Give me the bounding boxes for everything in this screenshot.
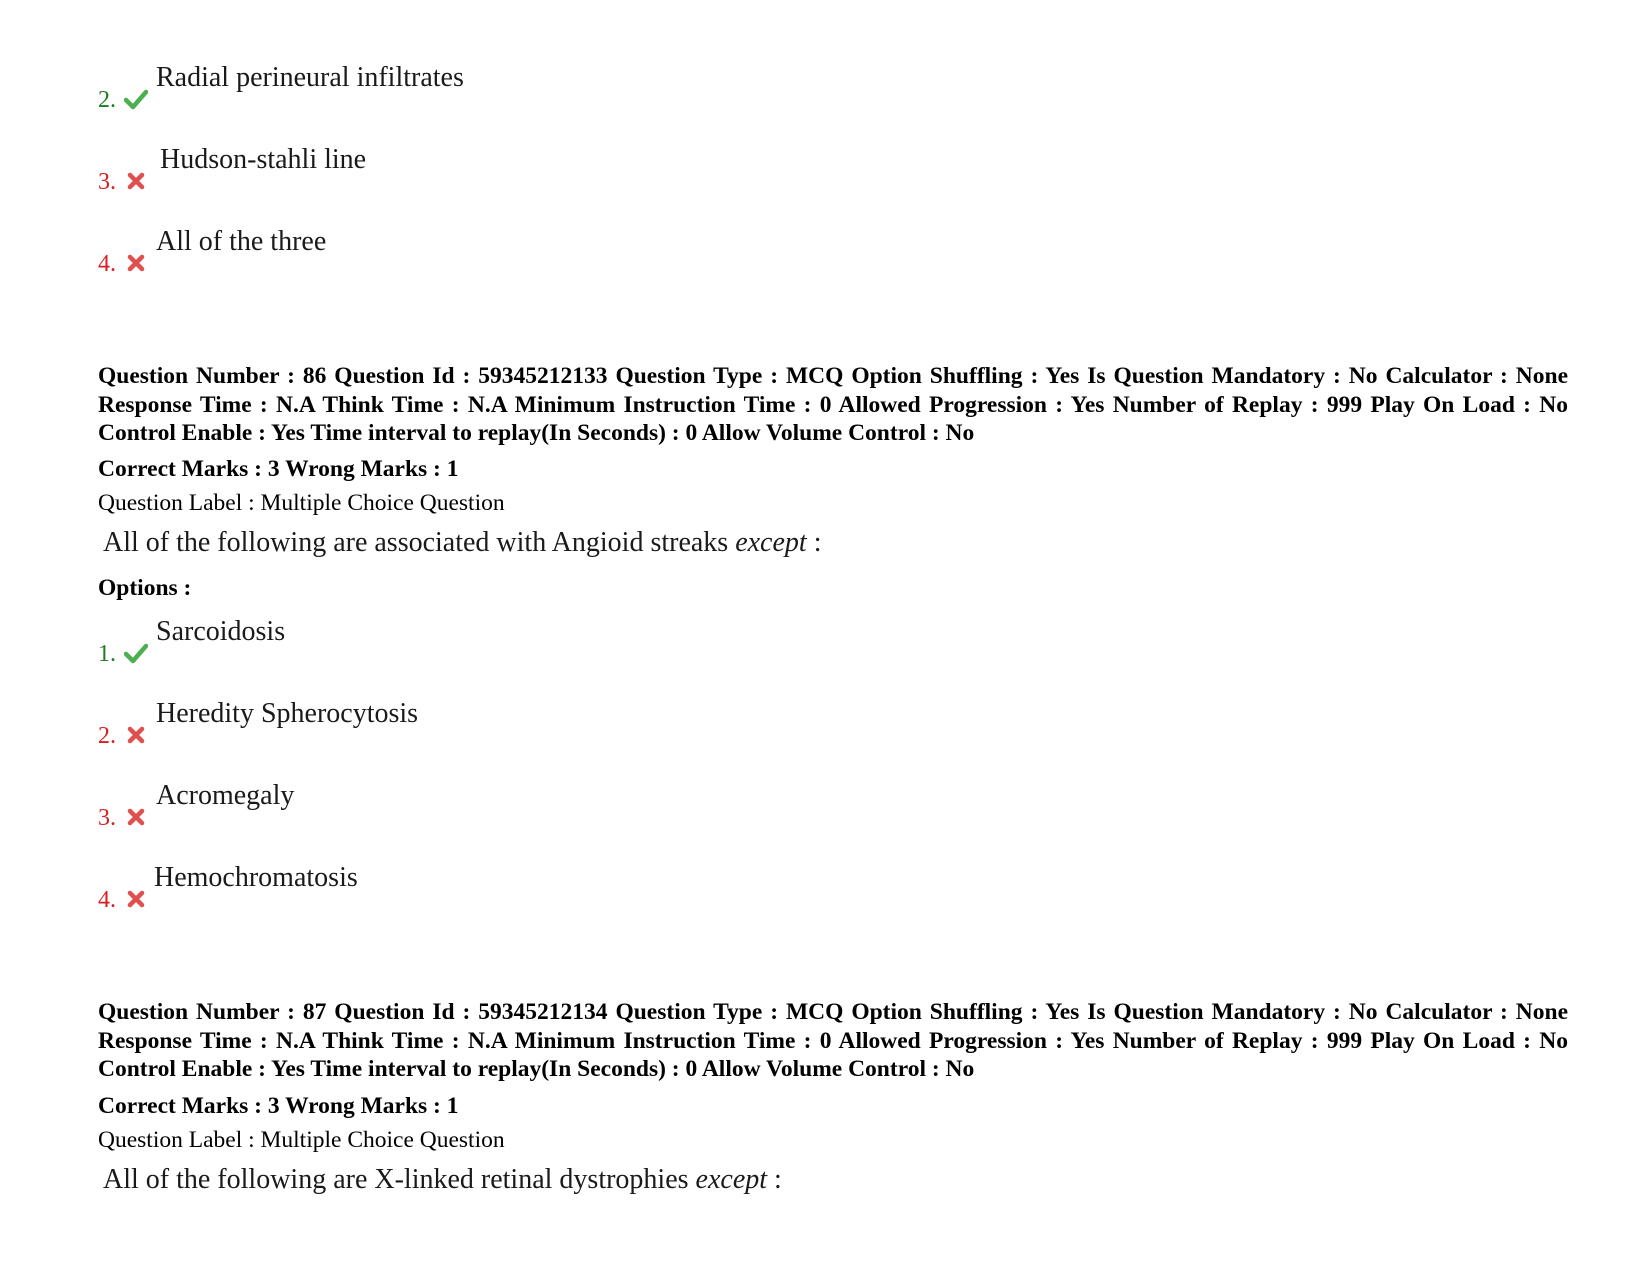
option-item xyxy=(98,698,798,748)
option-item xyxy=(98,144,798,194)
option-text: Sarcoidosis xyxy=(156,616,286,647)
option-number: 2. xyxy=(98,723,116,749)
option-item xyxy=(98,62,798,112)
question-text xyxy=(103,1163,782,1197)
option-number: 3. xyxy=(98,169,116,195)
option-number: 1. xyxy=(98,641,116,667)
check-icon xyxy=(124,642,148,664)
question-label: Question Label : Multiple Choice Question xyxy=(98,1127,505,1153)
cross-icon xyxy=(124,252,148,274)
question-marks: Correct Marks : 3 Wrong Marks : 1 xyxy=(98,456,459,482)
cross-icon xyxy=(124,724,148,746)
options-heading: Options : xyxy=(98,575,192,601)
option-item xyxy=(98,862,798,912)
option-text: Heredity Spherocytosis xyxy=(156,698,419,729)
question-text-main: All of the following are X-linked retinal dystrophies xyxy=(103,1164,689,1195)
question-marks: Correct Marks : 3 Wrong Marks : 1 xyxy=(98,1093,459,1119)
option-number: 4. xyxy=(98,251,116,277)
cross-icon xyxy=(124,806,148,828)
option-item xyxy=(98,780,798,830)
question-text-main: All of the following are associated with Angioid streaks xyxy=(103,527,729,558)
option-text: All of the three xyxy=(156,226,327,257)
cross-icon xyxy=(124,170,148,192)
question-meta: Question Number : 86 Question Id : 59345212133 Question Type : MCQ Option Shuffling : Yes Is Question Mandatory : No Calculator : None Response Time : N.A Think Time : N.A Minimum Instruction Time : 0 Allowed Progression : Yes Number of Replay : 999 Play On Load : No Control Enable : Yes Time interval to replay(In Seconds) : 0 Allow Volume Control : No xyxy=(98,363,1568,446)
question-label: Question Label : Multiple Choice Question xyxy=(98,490,505,516)
option-text: Radial perineural infiltrates xyxy=(156,62,464,93)
option-text: Hudson-stahli line xyxy=(160,144,367,175)
question-text-suffix: : xyxy=(806,527,822,558)
check-icon xyxy=(124,88,148,110)
option-item xyxy=(98,226,798,276)
question-text-emphasis: except xyxy=(735,527,807,558)
option-text: Hemochromatosis xyxy=(154,862,358,893)
option-number: 2. xyxy=(98,87,116,113)
question-text xyxy=(103,526,821,560)
question-text-emphasis: except xyxy=(695,1164,768,1195)
option-number: 4. xyxy=(98,887,116,913)
option-item xyxy=(98,616,798,666)
question-text-suffix: : xyxy=(767,1164,782,1195)
cross-icon xyxy=(124,888,148,910)
option-number: 3. xyxy=(98,805,116,831)
question-meta: Question Number : 87 Question Id : 59345212134 Question Type : MCQ Option Shuffling : Yes Is Question Mandatory : No Calculator : None Response Time : N.A Think Time : N.A Minimum Instruction Time : 0 Allowed Progression : Yes Number of Replay : 999 Play On Load : No Control Enable : Yes Time interval to replay(In Seconds) : 0 Allow Volume Control : No xyxy=(98,999,1568,1082)
option-text: Acromegaly xyxy=(156,780,295,811)
